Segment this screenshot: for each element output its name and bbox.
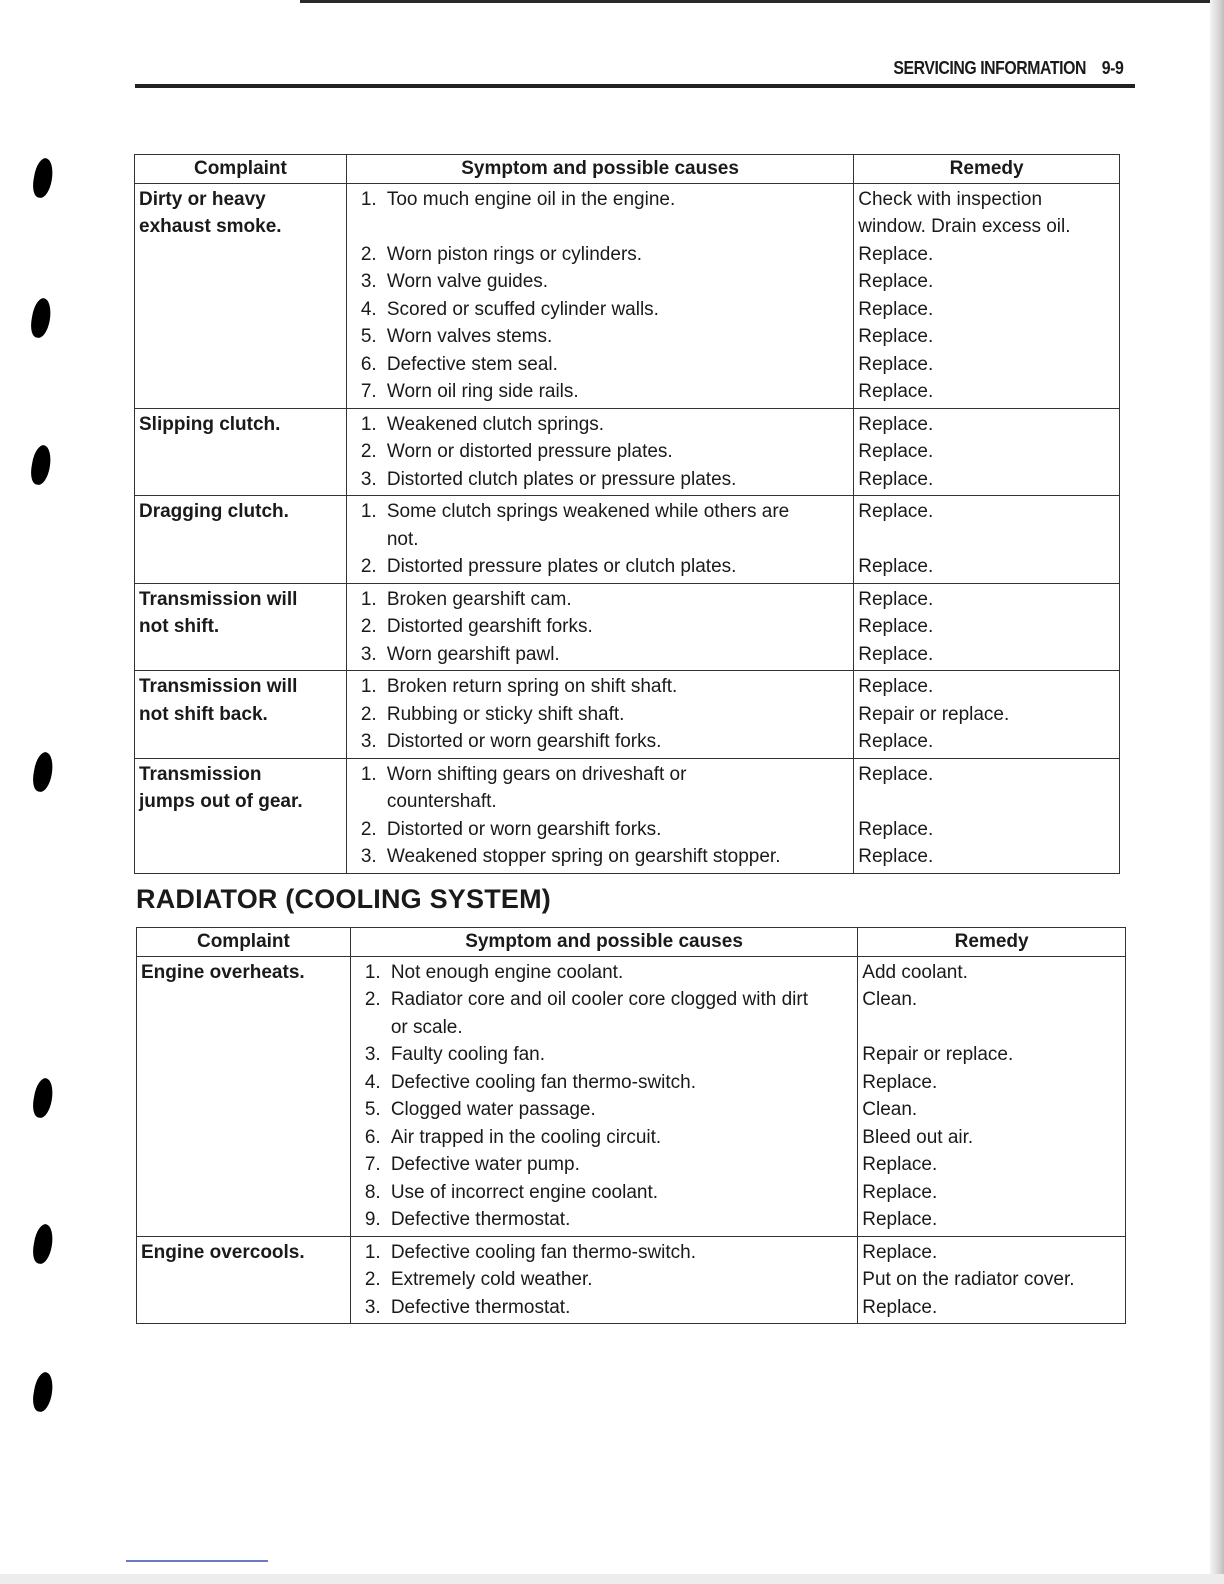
- symptom-item: [361, 323, 853, 351]
- symptoms-cell: [350, 956, 857, 1236]
- remedy-cell: [854, 758, 1120, 873]
- remedy-cell: [854, 408, 1120, 496]
- symptom-number: 1.: [364, 961, 381, 983]
- symptom-number: 2.: [360, 703, 377, 725]
- symptom-text: or scale.: [390, 1016, 463, 1038]
- symptom-text: Worn valves stems.: [386, 326, 553, 347]
- symptom-item: [361, 268, 853, 296]
- remedy-text: Repair or replace.: [858, 703, 1010, 725]
- symptom-number: 1.: [360, 413, 377, 435]
- table-row: [135, 496, 1120, 584]
- symptom-text: Defective thermostat.: [390, 1209, 571, 1230]
- symptom-item: [361, 438, 853, 466]
- symptom-text: Radiator core and oil cooler core clogged with dirt: [390, 989, 808, 1010]
- symptom-item: [361, 843, 853, 871]
- header-title: SERVICING INFORMATION: [893, 58, 1086, 78]
- symptom-text: Broken gearshift cam.: [386, 588, 572, 610]
- remedy-text: Replace.: [862, 1296, 938, 1318]
- remedy-text: window. Drain excess oil.: [858, 216, 1071, 237]
- remedy-text: [858, 526, 1119, 554]
- symptom-number: 8.: [364, 1181, 381, 1203]
- remedy-text: Replace.: [862, 1154, 938, 1175]
- remedy-text: Replace.: [858, 413, 934, 435]
- table-row: [135, 183, 1120, 408]
- symptom-text: Faulty cooling fan.: [390, 1044, 546, 1065]
- remedy-cell: [854, 183, 1120, 408]
- remedy-text: Replace.: [858, 243, 934, 265]
- page-top-edge: [300, 0, 1224, 3]
- remedy-cell: [854, 496, 1120, 584]
- symptom-text: Broken return spring on shift shaft.: [386, 676, 678, 697]
- symptom-number: 3.: [364, 1296, 381, 1318]
- table-row: [135, 583, 1120, 671]
- remedy-text: [862, 1014, 1125, 1042]
- binder-hole-mark: [29, 444, 54, 487]
- remedy-text: Replace.: [858, 846, 934, 867]
- remedy-cell: [854, 583, 1120, 671]
- symptom-number: 2.: [360, 616, 377, 637]
- symptom-text: Worn oil ring side rails.: [386, 381, 579, 402]
- symptom-item: [361, 553, 853, 581]
- remedy-text: Replace.: [858, 676, 934, 697]
- symptom-item: [361, 351, 853, 379]
- remedy-text: Repair or replace.: [862, 1044, 1014, 1065]
- remedy-text: Clean.: [862, 989, 918, 1010]
- symptom-item: [361, 816, 853, 844]
- symptom-text: Worn valve guides.: [386, 271, 549, 292]
- complaint-cell: [135, 758, 347, 873]
- table-header-row: [135, 155, 1120, 184]
- symptom-text: Scored or scuffed cylinder walls.: [386, 298, 659, 320]
- complaint-text: Engine overheats.: [141, 961, 305, 983]
- radiator-table: [136, 927, 1126, 1324]
- symptom-item: [365, 1294, 857, 1322]
- symptoms-cell: [346, 758, 853, 873]
- remedy-text: Replace.: [858, 381, 934, 402]
- complaint-header: Complaint: [137, 928, 351, 957]
- complaint-text: Transmission: [139, 763, 262, 785]
- remedy-text: [858, 788, 1119, 816]
- symptoms-cell: [346, 583, 853, 671]
- symptom-item: [361, 586, 853, 614]
- symptom-item: [361, 241, 853, 269]
- symptom-item: [365, 959, 857, 987]
- symptom-number: 3.: [360, 643, 377, 665]
- symptom-item: [361, 213, 853, 241]
- complaint-text: exhaust smoke.: [139, 216, 282, 237]
- symptoms-header: Symptom and possible causes: [350, 928, 857, 957]
- complaint-text: Engine overcools.: [141, 1241, 305, 1263]
- complaint-text: Dragging clutch.: [139, 501, 289, 522]
- symptom-number: 1.: [360, 588, 377, 610]
- section-title: RADIATOR (COOLING SYSTEM): [136, 884, 551, 914]
- symptom-item: [361, 378, 853, 406]
- remedy-text: Replace.: [862, 1071, 938, 1093]
- symptom-text: Worn gearshift pawl.: [386, 643, 560, 665]
- symptom-number: 6.: [360, 353, 377, 375]
- symptom-text: Distorted or worn gearshift forks.: [386, 818, 662, 840]
- complaint-text: not shift.: [139, 616, 220, 637]
- symptom-number: 1.: [360, 188, 377, 210]
- symptom-text: Defective water pump.: [390, 1154, 580, 1175]
- symptom-text: Worn or distorted pressure plates.: [386, 441, 673, 462]
- remedy-cell: [858, 956, 1126, 1236]
- complaint-text: Dirty or heavy: [139, 188, 266, 210]
- table-row: [137, 956, 1126, 1236]
- symptom-item: [361, 788, 853, 816]
- complaint-text: not shift back.: [139, 703, 268, 725]
- symptom-item: [361, 526, 853, 554]
- symptom-text: Defective cooling fan thermo-switch.: [390, 1241, 697, 1263]
- remedy-text: Replace.: [858, 271, 934, 292]
- symptom-item: [361, 728, 853, 756]
- symptom-text: Not enough engine coolant.: [390, 961, 624, 983]
- symptom-item: [365, 1096, 857, 1124]
- symptom-item: [365, 1124, 857, 1152]
- symptoms-cell: [346, 496, 853, 584]
- symptom-number: 6.: [364, 1126, 381, 1148]
- symptom-text: Clogged water passage.: [390, 1099, 596, 1120]
- remedy-text: Replace.: [858, 298, 934, 320]
- symptom-item: [361, 761, 853, 789]
- binder-hole-mark: [31, 1371, 56, 1414]
- table-header-row: [137, 928, 1126, 957]
- symptom-text: Some clutch springs weakened while others are: [386, 501, 790, 522]
- remedy-text: Replace.: [858, 588, 934, 610]
- remedy-text: Replace.: [862, 1181, 938, 1203]
- remedy-text: Replace.: [858, 501, 934, 522]
- complaint-text: Transmission will: [139, 588, 298, 610]
- remedy-text: Check with inspection: [858, 188, 1043, 210]
- symptom-number: 2.: [364, 989, 381, 1010]
- symptom-number: 2.: [360, 441, 377, 462]
- symptom-number: [361, 213, 387, 241]
- symptoms-cell: [346, 408, 853, 496]
- symptom-item: [365, 1069, 857, 1097]
- symptom-number: 2.: [360, 556, 377, 577]
- complaint-cell: [137, 1236, 351, 1324]
- symptom-number: [361, 788, 387, 816]
- symptom-item: [365, 1266, 857, 1294]
- complaint-text: jumps out of gear.: [139, 791, 303, 812]
- remedy-cell: [858, 1236, 1126, 1324]
- binder-hole-mark: [31, 751, 56, 794]
- symptom-item: [361, 411, 853, 439]
- remedy-text: Add coolant.: [862, 961, 968, 983]
- binder-hole-mark: [29, 297, 54, 340]
- symptom-number: 2.: [360, 818, 377, 840]
- remedy-text: Replace.: [858, 326, 934, 347]
- symptom-text: Worn piston rings or cylinders.: [386, 243, 643, 265]
- symptom-item: [365, 986, 857, 1014]
- symptom-text: Defective stem seal.: [386, 353, 558, 375]
- complaint-text: Slipping clutch.: [139, 413, 281, 435]
- complaint-cell: [137, 956, 351, 1236]
- symptom-text: [387, 213, 853, 241]
- page-header: [135, 58, 1135, 88]
- symptom-number: 3.: [360, 468, 377, 490]
- symptom-number: [365, 1014, 391, 1042]
- remedy-header: Remedy: [854, 155, 1120, 184]
- symptom-text: Worn shifting gears on driveshaft or: [386, 763, 687, 785]
- table-row: [135, 408, 1120, 496]
- symptom-number: 5.: [360, 326, 377, 347]
- symptom-number: 7.: [364, 1154, 381, 1175]
- binder-hole-mark: [31, 1077, 56, 1120]
- symptom-text: Defective thermostat.: [390, 1296, 571, 1318]
- symptoms-cell: [346, 671, 853, 759]
- remedy-text: Replace.: [858, 763, 934, 785]
- symptoms-header: Symptom and possible causes: [346, 155, 853, 184]
- symptom-number: [361, 526, 387, 554]
- page-right-edge: [1210, 0, 1224, 1584]
- complaint-text: Transmission will: [139, 676, 298, 697]
- binder-hole-mark: [31, 157, 56, 200]
- symptom-text: Extremely cold weather.: [390, 1269, 593, 1290]
- symptom-text: Weakened clutch springs.: [386, 413, 605, 435]
- complaint-cell: [135, 671, 347, 759]
- remedy-text: Replace.: [862, 1209, 938, 1230]
- symptom-number: 3.: [360, 731, 377, 752]
- remedy-text: Put on the radiator cover.: [862, 1269, 1075, 1290]
- symptom-number: 2.: [364, 1269, 381, 1290]
- symptom-item: [361, 296, 853, 324]
- symptom-item: [365, 1041, 857, 1069]
- symptom-text: countershaft.: [386, 791, 497, 812]
- table-row: [137, 1236, 1126, 1324]
- symptom-text: Use of incorrect engine coolant.: [390, 1181, 659, 1203]
- table-row: [135, 758, 1120, 873]
- symptom-number: 9.: [364, 1209, 381, 1230]
- page-bottom-edge: [0, 1574, 1224, 1584]
- remedy-text: Replace.: [862, 1241, 938, 1263]
- remedy-header: Remedy: [858, 928, 1126, 957]
- symptom-item: [365, 1151, 857, 1179]
- symptoms-cell: [350, 1236, 857, 1324]
- symptom-number: 1.: [360, 763, 377, 785]
- symptom-item: [361, 498, 853, 526]
- complaint-cell: [135, 583, 347, 671]
- symptom-text: Air trapped in the cooling circuit.: [390, 1126, 662, 1148]
- symptom-item: [361, 701, 853, 729]
- symptom-number: 7.: [360, 381, 377, 402]
- symptom-item: [365, 1239, 857, 1267]
- symptom-text: Distorted clutch plates or pressure plates.: [386, 468, 737, 490]
- complaint-cell: [135, 183, 347, 408]
- clutch-transmission-table: [134, 154, 1120, 874]
- symptom-text: Rubbing or sticky shift shaft.: [386, 703, 625, 725]
- symptom-item: [365, 1179, 857, 1207]
- header-text: [893, 58, 1123, 79]
- symptom-number: 1.: [360, 676, 377, 697]
- symptom-number: 3.: [360, 846, 377, 867]
- complaint-cell: [135, 496, 347, 584]
- bottom-link-line: [126, 1560, 268, 1562]
- remedy-cell: [854, 671, 1120, 759]
- symptom-number: 1.: [364, 1241, 381, 1263]
- remedy-text: Replace.: [858, 731, 934, 752]
- symptom-item: [361, 613, 853, 641]
- binder-hole-mark: [31, 1223, 56, 1266]
- symptom-number: 4.: [360, 298, 377, 320]
- remedy-text: Replace.: [858, 643, 934, 665]
- symptom-item: [361, 641, 853, 669]
- symptoms-cell: [346, 183, 853, 408]
- remedy-text: Replace.: [858, 818, 934, 840]
- remedy-text: Replace.: [858, 556, 934, 577]
- symptom-text: Too much engine oil in the engine.: [386, 188, 676, 210]
- symptom-number: 2.: [360, 243, 377, 265]
- table-row: [135, 671, 1120, 759]
- remedy-text: Replace.: [858, 616, 934, 637]
- symptom-number: 1.: [360, 501, 377, 522]
- complaint-header: Complaint: [135, 155, 347, 184]
- symptom-text: Distorted gearshift forks.: [386, 616, 593, 637]
- symptom-number: 4.: [364, 1071, 381, 1093]
- symptom-text: Weakened stopper spring on gearshift stopper.: [386, 846, 781, 867]
- symptom-number: 3.: [360, 271, 377, 292]
- table-body: [135, 183, 1120, 873]
- symptom-text: Defective cooling fan thermo-switch.: [390, 1071, 697, 1093]
- symptom-item: [361, 186, 853, 214]
- symptom-text: Distorted pressure plates or clutch plates.: [386, 556, 737, 577]
- table-body: [137, 956, 1126, 1324]
- symptom-text: not.: [386, 528, 419, 550]
- symptom-number: 5.: [364, 1099, 381, 1120]
- remedy-text: Bleed out air.: [862, 1126, 974, 1148]
- remedy-text: Clean.: [862, 1099, 918, 1120]
- complaint-cell: [135, 408, 347, 496]
- remedy-text: Replace.: [858, 441, 934, 462]
- remedy-text: Replace.: [858, 353, 934, 375]
- symptom-number: 3.: [364, 1044, 381, 1065]
- remedy-text: Replace.: [858, 468, 934, 490]
- symptom-item: [365, 1014, 857, 1042]
- symptom-item: [361, 466, 853, 494]
- symptom-item: [361, 673, 853, 701]
- symptom-item: [365, 1206, 857, 1234]
- page-number: 9-9: [1101, 58, 1123, 78]
- symptom-text: Distorted or worn gearshift forks.: [386, 731, 662, 752]
